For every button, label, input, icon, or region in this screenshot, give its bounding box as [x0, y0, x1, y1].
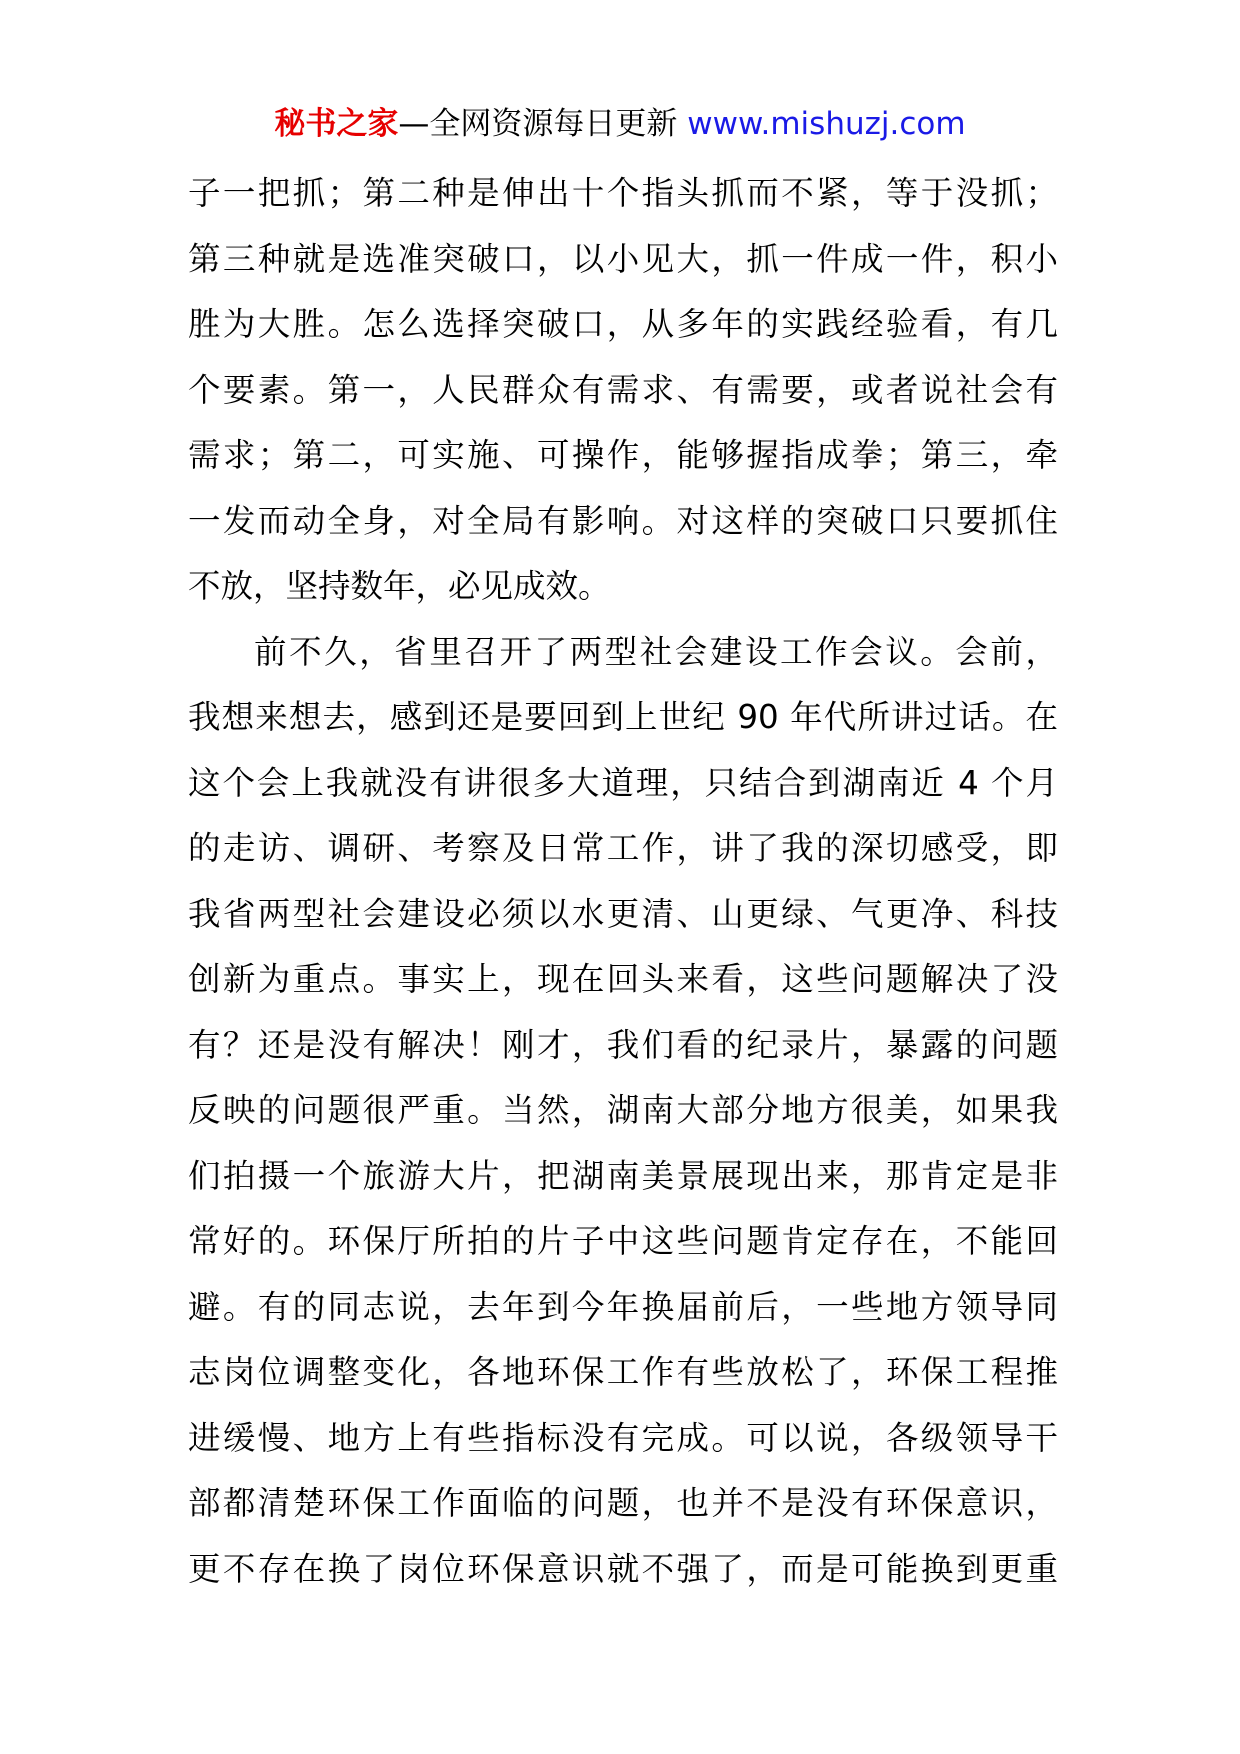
text-line: 第三种就是选准突破口，以小见大，抓一件成一件，积小: [188, 239, 1058, 278]
text-line: 创新为重点。事实上，现在回头来看，这些问题解决了没: [188, 960, 1058, 998]
text-line: 胜为大胜。怎么选择突破口，从多年的实践经验看，有几: [188, 305, 1058, 343]
document-body: [188, 161, 1058, 1602]
paragraph-1: [188, 161, 1058, 620]
website-link[interactable]: www.mishuzj.com: [687, 106, 966, 142]
text-line: 需求；第二，可实施、可操作，能够握指成拳；第三，牵: [188, 436, 1058, 474]
text-line: 的走访、调研、考察及日常工作，讲了我的深切感受，即: [188, 829, 1058, 867]
brand-name: 秘书之家: [274, 106, 399, 142]
text-line: 更不存在换了岗位环保意识就不强了，而是可能换到更重: [188, 1549, 1058, 1588]
text-line: 我想来想去，感到还是要回到上世纪 90 年代所讲过话。在: [188, 698, 1058, 736]
text-line: 这个会上我就没有讲很多大道理，只结合到湖南近 4 个月: [188, 763, 1058, 802]
text-line: 常好的。环保厅所拍的片子中这些问题肯定存在，不能回: [188, 1222, 1058, 1260]
text-line: 避。有的同志说，去年到今年换届前后，一些地方领导同: [188, 1287, 1058, 1326]
page-header: [0, 100, 1240, 148]
text-line: 部都清楚环保工作面临的问题，也并不是没有环保意识，: [188, 1484, 1058, 1522]
text-line: 们拍摄一个旅游大片，把湖南美景展现出来，那肯定是非: [188, 1156, 1058, 1195]
text-line: 进缓慢、地方上有些指标没有完成。可以说，各级领导干: [188, 1418, 1058, 1457]
text-line: 子一把抓；第二种是伸出十个指头抓而不紧，等于没抓；: [188, 174, 1058, 212]
text-line: 有？还是没有解决！刚才，我们看的纪录片，暴露的问题: [188, 1025, 1058, 1064]
text-line: 反映的问题很严重。当然，湖南大部分地方很美，如果我: [188, 1091, 1058, 1129]
header-tagline: —全网资源每日更新: [398, 106, 678, 142]
text-line: 一发而动全身，对全局有影响。对这样的突破口只要抓住: [188, 501, 1058, 540]
text-line: 不放，坚持数年，必见成效。: [188, 567, 611, 605]
paragraph-2: [188, 620, 1058, 1603]
text-line: 个要素。第一，人民群众有需求、有需要，或者说社会有: [188, 370, 1058, 409]
text-line: 志岗位调整变化，各地环保工作有些放松了，环保工程推: [188, 1353, 1058, 1391]
text-line: 我省两型社会建设必须以水更清、山更绿、气更净、科技: [188, 894, 1058, 933]
text-line: 前不久，省里召开了两型社会建设工作会议。会前，: [254, 632, 1058, 671]
